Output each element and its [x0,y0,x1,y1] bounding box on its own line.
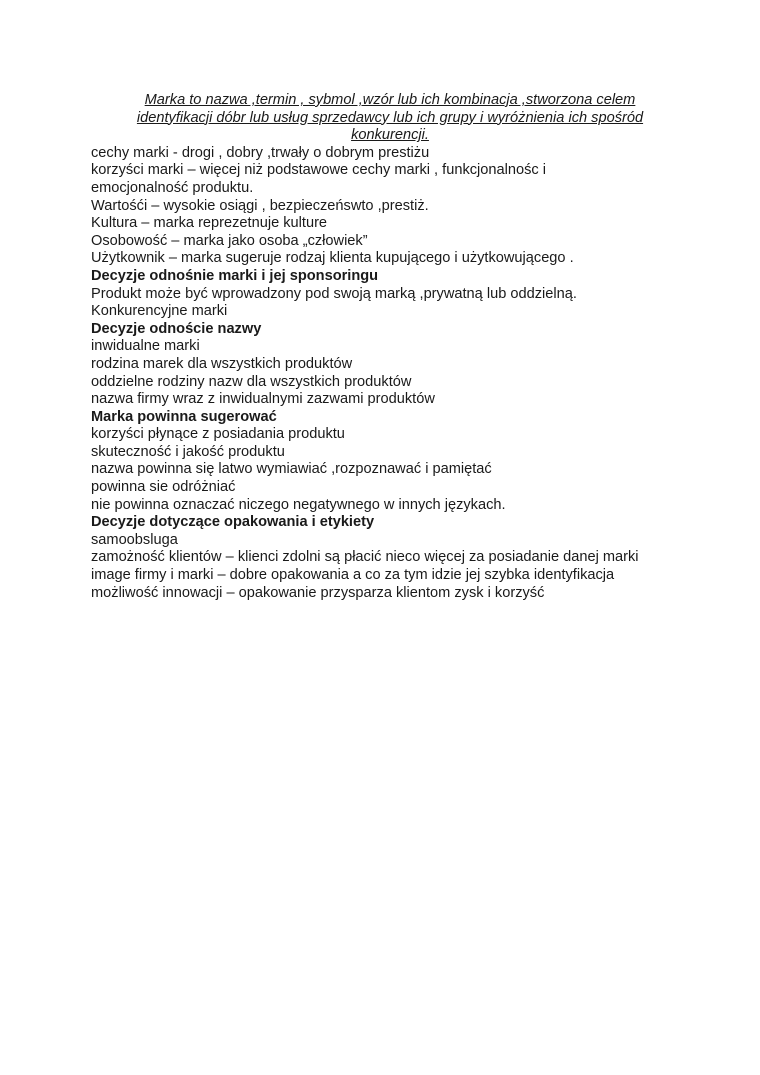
text-line-korzysci-marki: korzyści marki – więcej niż podstawowe cechy marki , funkcjonalnośc i emocjonalność produktu. [91,162,547,196]
text-line-inwidualne: inwidualne marki [91,338,200,355]
text-line-korzysci-plynace: korzyści płynące z posiadania produktu [91,426,345,443]
text-line-osobowosc: Osobowość – marka jako osoba „człowiek” [91,232,368,249]
document-body [91,92,681,602]
section-heading-nazwy: Decyzje odnoście nazwy [91,320,262,337]
text-line-produkt: Produkt może być wprowadzony pod swoją marką ,prywatną lub oddzielną. [91,285,577,302]
text-line-rodzina: rodzina marek dla wszystkich produktów [91,355,353,372]
text-line-kultura: Kultura – marka reprezetnuje kulture [91,215,328,232]
text-line-image: image firmy i marki – dobre opakowania a co za tym idzie jej szybka identyfikacja [91,567,615,584]
text-line-wymiawiac: nazwa powinna się latwo wymiawiać ,rozpoznawać i pamiętać [91,461,492,478]
document-heading: Marka to nazwa ,termin , sybmol ,wzór lub ich kombinacja ,stworzona celem identyfikacji dóbr lub usług sprzedawcy lub ich grupy i wyróżnienia ich spośród konkurencji. [136,92,644,144]
text-line-wartosci: Wartośći – wysokie osiągi , bezpieczeńswto ,prestiż. [91,197,429,214]
section-heading-sponsoring: Decyzje odnośnie marki i jej sponsoringu [91,267,379,284]
section-heading-sugerowac: Marka powinna sugerować [91,408,277,425]
text-line-innowacji: możliwość innowacji – opakowanie przysparza klientom zysk i korzyść [91,584,545,601]
section-heading-opakowania: Decyzje dotyczące opakowania i etykiety [91,514,375,531]
text-line-uzytkownik: Użytkownik – marka sugeruje rodzaj klienta kupującego i użytkowującego . [91,250,574,267]
text-line-nazwa-firmy: nazwa firmy wraz z inwidualnymi zazwami produktów [91,391,435,408]
text-line-odrozniac: powinna sie odróżniać [91,479,236,496]
text-line-konkurencyjne: Konkurencyjne marki [91,303,228,320]
text-line-zamoznosc: zamożność klientów – klienci zdolni są płacić nieco więcej za posiadanie danej marki [91,549,639,566]
text-line-skutecznosc: skuteczność i jakość produktu [91,443,285,460]
text-line-negatywnego: nie powinna oznaczać niczego negatywnego w innych językach. [91,496,506,513]
text-line-samoobsluga: samoobsluga [91,531,178,548]
text-line-cechy-marki: cechy marki - drogi , dobry ,trwały o dobrym prestiżu [91,144,430,161]
text-line-oddzielne: oddzielne rodziny nazw dla wszystkich produktów [91,373,412,390]
